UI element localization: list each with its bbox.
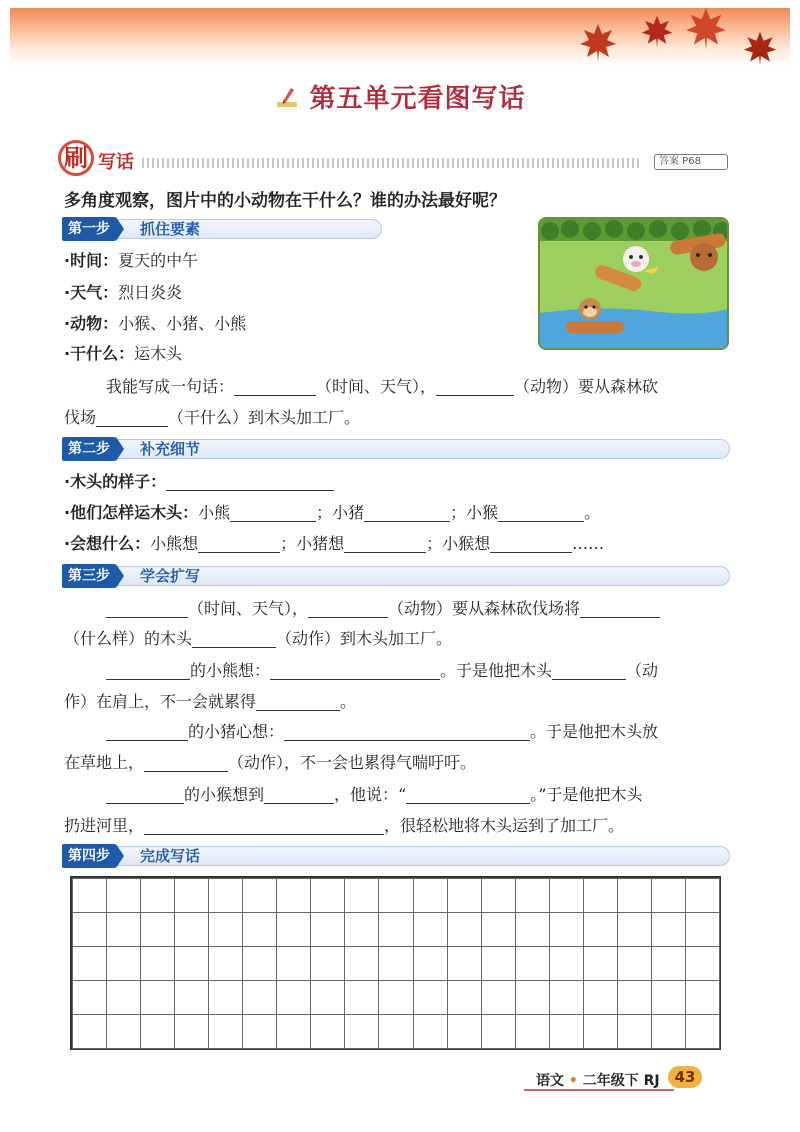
grid-cell[interactable] bbox=[242, 946, 277, 981]
grid-cell[interactable] bbox=[413, 980, 448, 1015]
prompt-question: 多角度观察，图片中的小动物在干什么？谁的办法最好呢？ bbox=[64, 191, 506, 211]
expand-line-6 bbox=[64, 752, 476, 774]
step-tag: 第一步 bbox=[62, 217, 116, 241]
expand-text: 。”于是他把木头 bbox=[530, 785, 643, 804]
item-label: ·木头的样子： bbox=[64, 472, 167, 491]
dot-separator: • bbox=[564, 1073, 583, 1089]
item-label: ·动物： bbox=[64, 314, 119, 333]
grid-cell[interactable] bbox=[515, 912, 550, 947]
grid-cell[interactable] bbox=[481, 980, 516, 1015]
grid-cell[interactable] bbox=[378, 980, 413, 1015]
expand-line-1 bbox=[106, 598, 660, 620]
step-3-header bbox=[62, 564, 730, 588]
sentence-line-2 bbox=[64, 407, 360, 429]
maple-leaf-icon bbox=[684, 6, 728, 50]
grid-cell[interactable] bbox=[72, 878, 107, 913]
answer-blank[interactable] bbox=[144, 817, 384, 835]
step-2-header bbox=[62, 437, 730, 461]
grid-cell[interactable] bbox=[344, 980, 379, 1015]
list-item bbox=[64, 282, 182, 304]
grid-cell[interactable] bbox=[242, 912, 277, 947]
grid-cell[interactable] bbox=[208, 878, 243, 913]
grid-cell[interactable] bbox=[549, 946, 584, 981]
detail-text: 小熊想 bbox=[150, 534, 199, 553]
answer-blank[interactable] bbox=[364, 504, 450, 522]
grid-cell[interactable] bbox=[310, 980, 345, 1015]
grid-cell[interactable] bbox=[447, 1014, 482, 1049]
grid-cell[interactable] bbox=[140, 1014, 175, 1049]
grid-cell[interactable] bbox=[344, 878, 379, 913]
grid-cell[interactable] bbox=[447, 946, 482, 981]
answer-blank[interactable] bbox=[234, 378, 316, 396]
detail-text: ；小猪想 bbox=[280, 534, 345, 553]
maple-leaf-icon bbox=[742, 30, 778, 66]
grid-cell[interactable] bbox=[413, 878, 448, 913]
answer-blank[interactable] bbox=[230, 504, 316, 522]
grid-cell[interactable] bbox=[447, 912, 482, 947]
grid-cell[interactable] bbox=[174, 1014, 209, 1049]
dotted-divider bbox=[142, 158, 642, 168]
expand-line-5 bbox=[106, 721, 658, 743]
grid-cell[interactable] bbox=[310, 946, 345, 981]
grid-cell[interactable] bbox=[651, 912, 686, 947]
maple-leaf-icon bbox=[640, 14, 674, 48]
grid-cell[interactable] bbox=[344, 1014, 379, 1049]
grid-cell[interactable] bbox=[106, 912, 141, 947]
item-label: ·天气： bbox=[64, 283, 119, 302]
page-title-wrap bbox=[0, 78, 800, 114]
answer-blank[interactable] bbox=[264, 786, 334, 804]
answer-blank[interactable] bbox=[106, 662, 190, 680]
footer-label bbox=[536, 1070, 660, 1090]
answer-blank[interactable] bbox=[490, 535, 572, 553]
grid-cell[interactable] bbox=[685, 1014, 720, 1049]
answer-blank[interactable] bbox=[308, 600, 388, 618]
grid-cell[interactable] bbox=[515, 878, 550, 913]
footer-subject: 语文 bbox=[536, 1073, 564, 1089]
grid-cell[interactable] bbox=[685, 980, 720, 1015]
grid-cell[interactable] bbox=[549, 980, 584, 1015]
answer-blank[interactable] bbox=[256, 693, 340, 711]
grid-cell[interactable] bbox=[583, 1014, 618, 1049]
grid-cell[interactable] bbox=[276, 912, 311, 947]
answer-blank[interactable] bbox=[106, 723, 188, 741]
item-label: ·会想什么： bbox=[64, 534, 151, 553]
expand-text: 。于是他把木头 bbox=[440, 661, 553, 680]
grid-cell[interactable] bbox=[481, 878, 516, 913]
step-title: 完成写话 bbox=[140, 847, 201, 865]
grid-cell[interactable] bbox=[413, 946, 448, 981]
expand-text: （动作）到木头加工厂。 bbox=[276, 629, 453, 648]
section-header bbox=[58, 140, 734, 176]
answer-reference: 答案 P68 bbox=[654, 154, 728, 170]
grid-cell[interactable] bbox=[651, 878, 686, 913]
grid-cell[interactable] bbox=[413, 1014, 448, 1049]
item-value: 夏天的中午 bbox=[118, 251, 199, 270]
grid-cell[interactable] bbox=[174, 912, 209, 947]
grid-cell[interactable] bbox=[72, 1014, 107, 1049]
expand-text: ，他说：“ bbox=[334, 785, 407, 804]
grid-cell[interactable] bbox=[378, 878, 413, 913]
item-value: 运木头 bbox=[134, 344, 183, 363]
grid-cell[interactable] bbox=[617, 878, 652, 913]
animals-carrying-logs-illustration bbox=[540, 219, 727, 348]
sentence-line-1 bbox=[106, 376, 658, 398]
step-4-header bbox=[62, 844, 730, 868]
grid-cell[interactable] bbox=[378, 1014, 413, 1049]
page-number: 43 bbox=[668, 1066, 702, 1088]
grid-cell[interactable] bbox=[515, 1014, 550, 1049]
answer-blank[interactable] bbox=[270, 662, 440, 680]
answer-blank[interactable] bbox=[436, 378, 514, 396]
step-tag: 第四步 bbox=[62, 844, 116, 868]
grid-cell[interactable] bbox=[549, 912, 584, 947]
detail-line-2 bbox=[64, 502, 600, 524]
list-item bbox=[64, 343, 182, 365]
footer-underline bbox=[524, 1089, 674, 1091]
item-label: ·干什么： bbox=[64, 344, 135, 363]
detail-line-3 bbox=[64, 533, 604, 555]
grid-cell[interactable] bbox=[174, 946, 209, 981]
list-item bbox=[64, 250, 198, 272]
expand-text: 的小熊想： bbox=[190, 661, 271, 680]
answer-blank[interactable] bbox=[498, 504, 584, 522]
grid-cell[interactable] bbox=[208, 1014, 243, 1049]
grid-cell[interactable] bbox=[481, 946, 516, 981]
detail-text: 。 bbox=[584, 503, 601, 522]
grid-cell[interactable] bbox=[447, 878, 482, 913]
grid-cell[interactable] bbox=[106, 980, 141, 1015]
grid-cell[interactable] bbox=[344, 946, 379, 981]
expand-line-2 bbox=[64, 628, 452, 650]
grid-cell[interactable] bbox=[617, 1014, 652, 1049]
sentence-text: （动物）要从森林砍 bbox=[514, 377, 659, 396]
detail-text: ；小猴想 bbox=[426, 534, 491, 553]
grid-cell[interactable] bbox=[617, 980, 652, 1015]
grid-cell[interactable] bbox=[276, 878, 311, 913]
expand-text: （时间、天气）， bbox=[188, 599, 309, 618]
grid-cell[interactable] bbox=[276, 980, 311, 1015]
grid-cell[interactable] bbox=[310, 878, 345, 913]
expand-line-8 bbox=[64, 815, 624, 837]
sentence-text: （干什么）到木头加工厂。 bbox=[168, 408, 361, 427]
grid-cell[interactable] bbox=[242, 1014, 277, 1049]
answer-blank[interactable] bbox=[198, 535, 280, 553]
grid-cell[interactable] bbox=[413, 912, 448, 947]
list-item bbox=[64, 313, 246, 335]
footer-grade: 二年级下 RJ bbox=[582, 1073, 660, 1089]
grid-cell[interactable] bbox=[481, 912, 516, 947]
grid-cell[interactable] bbox=[242, 878, 277, 913]
grid-cell[interactable] bbox=[583, 912, 618, 947]
expand-text: 在草地上， bbox=[64, 753, 145, 772]
expand-text: 的小猴想到 bbox=[184, 785, 265, 804]
grid-cell[interactable] bbox=[583, 946, 618, 981]
grid-cell[interactable] bbox=[72, 912, 107, 947]
answer-blank[interactable] bbox=[106, 600, 188, 618]
grid-cell[interactable] bbox=[344, 912, 379, 947]
grid-cell[interactable] bbox=[174, 878, 209, 913]
item-label: ·时间： bbox=[64, 251, 119, 270]
expand-text: （动物）要从森林砍伐场将 bbox=[388, 599, 581, 618]
item-value: 烈日炎炎 bbox=[118, 283, 183, 302]
grid-cell[interactable] bbox=[208, 946, 243, 981]
grid-cell[interactable] bbox=[685, 878, 720, 913]
step-title: 补充细节 bbox=[140, 440, 201, 458]
grid-cell[interactable] bbox=[310, 912, 345, 947]
grid-cell[interactable] bbox=[140, 946, 175, 981]
detail-text: ；小猴 bbox=[450, 503, 499, 522]
detail-text: 小熊 bbox=[198, 503, 231, 522]
answer-blank[interactable] bbox=[192, 630, 276, 648]
sentence-text: 伐场 bbox=[64, 408, 97, 427]
expand-text: ，很轻松地将木头运到了加工厂。 bbox=[384, 816, 625, 835]
illustration bbox=[538, 217, 729, 350]
sentence-text: 我能写成一句话： bbox=[106, 377, 235, 396]
maple-leaf-icon bbox=[578, 22, 618, 62]
grid-cell[interactable] bbox=[617, 912, 652, 947]
expand-text: 扔进河里， bbox=[64, 816, 145, 835]
grid-cell[interactable] bbox=[140, 912, 175, 947]
answer-blank[interactable] bbox=[552, 662, 626, 680]
expand-text: （什么样）的木头 bbox=[64, 629, 193, 648]
grid-cell[interactable] bbox=[310, 1014, 345, 1049]
expand-text: 的小猪心想： bbox=[188, 722, 285, 741]
grid-cell[interactable] bbox=[72, 980, 107, 1015]
grid-cell[interactable] bbox=[583, 980, 618, 1015]
answer-blank[interactable] bbox=[344, 535, 426, 553]
grid-cell[interactable] bbox=[276, 946, 311, 981]
grid-cell[interactable] bbox=[651, 980, 686, 1015]
grid-cell[interactable] bbox=[378, 946, 413, 981]
answer-blank[interactable] bbox=[166, 473, 334, 491]
sentence-text: （时间、天气）， bbox=[316, 377, 437, 396]
step-tag: 第二步 bbox=[62, 437, 116, 461]
grid-cell[interactable] bbox=[549, 878, 584, 913]
grid-cell[interactable] bbox=[515, 946, 550, 981]
grid-cell[interactable] bbox=[651, 946, 686, 981]
answer-blank[interactable] bbox=[96, 409, 168, 427]
item-value: 小猴、小猪、小熊 bbox=[118, 314, 247, 333]
answer-blank[interactable] bbox=[106, 786, 184, 804]
expand-text: 作）在肩上，不一会就累得 bbox=[64, 692, 257, 711]
grid-cell[interactable] bbox=[106, 946, 141, 981]
expand-line-3 bbox=[106, 660, 658, 682]
grid-cell[interactable] bbox=[174, 980, 209, 1015]
step-title: 学会扩写 bbox=[140, 567, 201, 585]
expand-line-4 bbox=[64, 691, 356, 713]
section-label: 写话 bbox=[98, 152, 134, 173]
grid-cell[interactable] bbox=[515, 980, 550, 1015]
expand-text: 。于是他把木头放 bbox=[530, 722, 659, 741]
grid-cell[interactable] bbox=[106, 1014, 141, 1049]
grid-cell[interactable] bbox=[549, 1014, 584, 1049]
grid-cell[interactable] bbox=[583, 878, 618, 913]
grid-cell[interactable] bbox=[685, 912, 720, 947]
writing-grid[interactable] bbox=[70, 876, 721, 1050]
grid-cell[interactable] bbox=[140, 980, 175, 1015]
answer-blank[interactable] bbox=[580, 600, 660, 618]
grid-cell[interactable] bbox=[72, 946, 107, 981]
detail-text: ；小猪 bbox=[316, 503, 365, 522]
step-tag: 第三步 bbox=[62, 564, 116, 588]
page-title: 第五单元看图写话 bbox=[309, 84, 526, 114]
expand-text: （动作），不一会也累得气喘吁吁。 bbox=[228, 753, 477, 772]
grid-cell[interactable] bbox=[140, 878, 175, 913]
pencil-icon bbox=[274, 84, 300, 110]
grid-cell[interactable] bbox=[242, 980, 277, 1015]
expand-text: （动 bbox=[626, 661, 659, 680]
grid-cell[interactable] bbox=[651, 1014, 686, 1049]
grid-cell[interactable] bbox=[447, 980, 482, 1015]
expand-text: 。 bbox=[340, 692, 357, 711]
grid-cell[interactable] bbox=[378, 912, 413, 947]
step-title: 抓住要素 bbox=[140, 220, 201, 238]
answer-blank[interactable] bbox=[144, 754, 228, 772]
answer-blank[interactable] bbox=[406, 786, 530, 804]
grid-cell[interactable] bbox=[481, 1014, 516, 1049]
brush-badge: 刷 bbox=[58, 140, 94, 176]
grid-cell[interactable] bbox=[685, 946, 720, 981]
item-label: ·他们怎样运木头： bbox=[64, 503, 199, 522]
expand-line-7 bbox=[106, 784, 642, 806]
grid-cell[interactable] bbox=[208, 912, 243, 947]
grid-cell[interactable] bbox=[617, 946, 652, 981]
answer-blank[interactable] bbox=[284, 723, 530, 741]
detail-line-1 bbox=[64, 471, 334, 493]
grid-cell[interactable] bbox=[106, 878, 141, 913]
grid-cell[interactable] bbox=[276, 1014, 311, 1049]
detail-text: …… bbox=[572, 534, 605, 553]
grid-cell[interactable] bbox=[208, 980, 243, 1015]
